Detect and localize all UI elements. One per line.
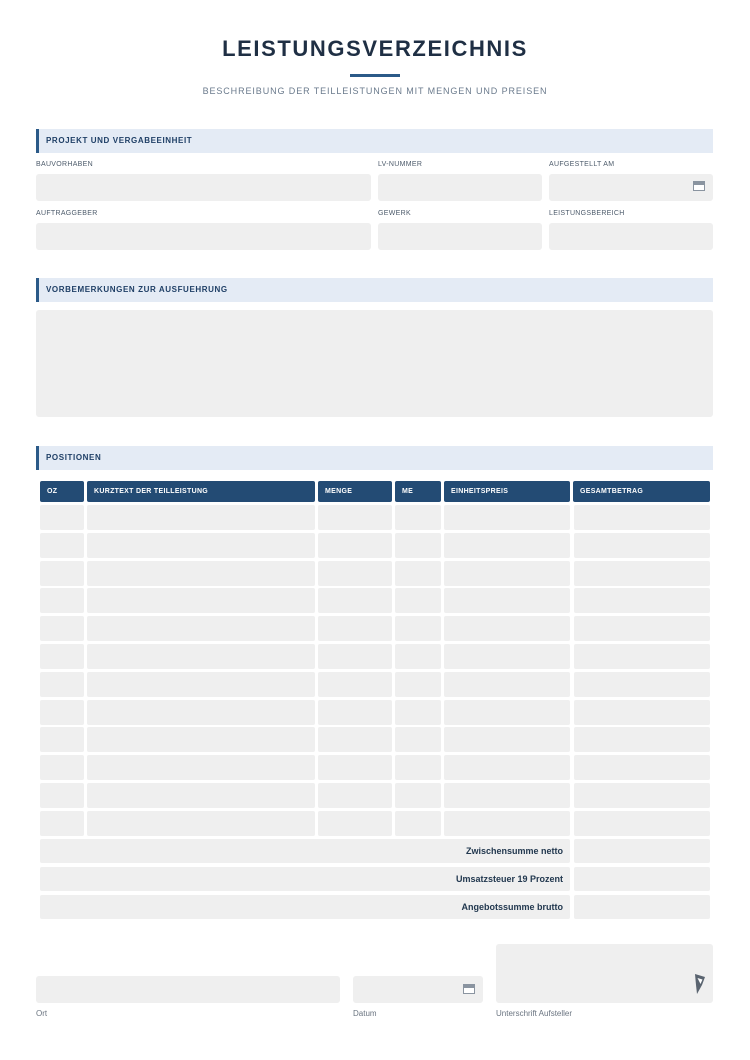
- cell-menge[interactable]: [318, 505, 392, 530]
- cell-einheitspreis[interactable]: [444, 700, 570, 725]
- cell-kurztext[interactable]: [87, 700, 315, 725]
- signature-field[interactable]: [496, 944, 713, 1003]
- vat-value-field[interactable]: [574, 867, 710, 891]
- cell-oz[interactable]: [40, 811, 84, 836]
- cell-gesamtbetrag[interactable]: [574, 644, 710, 669]
- cell-gesamtbetrag[interactable]: [574, 505, 710, 530]
- cell-oz[interactable]: [40, 644, 84, 669]
- cell-oz[interactable]: [40, 783, 84, 808]
- cell-kurztext[interactable]: [87, 811, 315, 836]
- pen-icon: [693, 972, 707, 996]
- cell-oz[interactable]: [40, 700, 84, 725]
- cell-menge[interactable]: [318, 672, 392, 697]
- place-field[interactable]: [36, 976, 340, 1003]
- cell-me[interactable]: [395, 533, 441, 558]
- gewerk-field[interactable]: [378, 223, 542, 250]
- cell-einheitspreis[interactable]: [444, 616, 570, 641]
- column-header-oz: OZ: [40, 481, 84, 502]
- lv-nummer-label: LV-NUMMER: [378, 161, 423, 168]
- cell-einheitspreis[interactable]: [444, 505, 570, 530]
- title-underline: [350, 74, 400, 77]
- auftraggeber-label: AUFTRAGGEBER: [36, 210, 98, 217]
- cell-gesamtbetrag[interactable]: [574, 727, 710, 752]
- preliminary-remarks-textarea[interactable]: [36, 310, 713, 417]
- cell-gesamtbetrag[interactable]: [574, 588, 710, 613]
- cell-oz[interactable]: [40, 755, 84, 780]
- section-heading-preliminary: VORBEMERKUNGEN ZUR AUSFUEHRUNG: [36, 278, 713, 302]
- cell-kurztext[interactable]: [87, 616, 315, 641]
- gross-total-value-field[interactable]: [574, 895, 710, 919]
- lv-nummer-field[interactable]: [378, 174, 542, 201]
- cell-einheitspreis[interactable]: [444, 811, 570, 836]
- cell-gesamtbetrag[interactable]: [574, 561, 710, 586]
- cell-oz[interactable]: [40, 616, 84, 641]
- cell-oz[interactable]: [40, 533, 84, 558]
- cell-kurztext[interactable]: [87, 644, 315, 669]
- cell-me[interactable]: [395, 505, 441, 530]
- cell-menge[interactable]: [318, 727, 392, 752]
- cell-einheitspreis[interactable]: [444, 588, 570, 613]
- column-header-menge: MENGE: [318, 481, 392, 502]
- cell-gesamtbetrag[interactable]: [574, 533, 710, 558]
- column-header-kurztext: KURZTEXT DER TEILLEISTUNG: [87, 481, 315, 502]
- cell-me[interactable]: [395, 755, 441, 780]
- cell-me[interactable]: [395, 727, 441, 752]
- cell-oz[interactable]: [40, 505, 84, 530]
- cell-oz[interactable]: [40, 588, 84, 613]
- column-header-me: ME: [395, 481, 441, 502]
- bauvorhaben-field[interactable]: [36, 174, 371, 201]
- cell-me[interactable]: [395, 700, 441, 725]
- cell-kurztext[interactable]: [87, 533, 315, 558]
- calendar-icon[interactable]: [693, 181, 705, 191]
- gewerk-label: GEWERK: [378, 210, 411, 217]
- cell-me[interactable]: [395, 561, 441, 586]
- cell-kurztext[interactable]: [87, 672, 315, 697]
- cell-gesamtbetrag[interactable]: [574, 783, 710, 808]
- document-subtitle: BESCHREIBUNG DER TEILLEISTUNGEN MIT MENGEN UND PREISEN: [202, 86, 548, 96]
- section-heading-project: PROJEKT UND VERGABEEINHEIT: [36, 129, 713, 153]
- section-heading-positions: POSITIONEN: [36, 446, 713, 470]
- cell-menge[interactable]: [318, 644, 392, 669]
- cell-menge[interactable]: [318, 616, 392, 641]
- cell-gesamtbetrag[interactable]: [574, 755, 710, 780]
- vat-label: Umsatzsteuer 19 Prozent: [40, 867, 570, 891]
- cell-kurztext[interactable]: [87, 505, 315, 530]
- subtotal-value-field[interactable]: [574, 839, 710, 863]
- cell-gesamtbetrag[interactable]: [574, 811, 710, 836]
- cell-menge[interactable]: [318, 700, 392, 725]
- calendar-icon[interactable]: [463, 984, 475, 994]
- cell-gesamtbetrag[interactable]: [574, 616, 710, 641]
- signature-label: Unterschrift Aufsteller: [496, 1009, 573, 1018]
- leistungsbereich-field[interactable]: [549, 223, 713, 250]
- cell-me[interactable]: [395, 616, 441, 641]
- cell-menge[interactable]: [318, 561, 392, 586]
- cell-einheitspreis[interactable]: [444, 727, 570, 752]
- cell-oz[interactable]: [40, 727, 84, 752]
- cell-menge[interactable]: [318, 533, 392, 558]
- cell-menge[interactable]: [318, 755, 392, 780]
- bauvorhaben-label: BAUVORHABEN: [36, 161, 93, 168]
- column-header-einheitspreis: EINHEITSPREIS: [444, 481, 570, 502]
- cell-me[interactable]: [395, 811, 441, 836]
- subtotal-label: Zwischensumme netto: [40, 839, 570, 863]
- date-label: Datum: [353, 1009, 377, 1018]
- cell-menge[interactable]: [318, 811, 392, 836]
- aufgestellt-am-field[interactable]: [549, 174, 713, 201]
- cell-kurztext[interactable]: [87, 588, 315, 613]
- cell-oz[interactable]: [40, 672, 84, 697]
- cell-me[interactable]: [395, 783, 441, 808]
- cell-einheitspreis[interactable]: [444, 561, 570, 586]
- cell-einheitspreis[interactable]: [444, 755, 570, 780]
- cell-kurztext[interactable]: [87, 561, 315, 586]
- cell-gesamtbetrag[interactable]: [574, 700, 710, 725]
- place-label: Ort: [36, 1009, 48, 1018]
- cell-einheitspreis[interactable]: [444, 672, 570, 697]
- cell-me[interactable]: [395, 672, 441, 697]
- cell-menge[interactable]: [318, 783, 392, 808]
- leistungsbereich-label: LEISTUNGSBEREICH: [549, 210, 625, 217]
- cell-kurztext[interactable]: [87, 755, 315, 780]
- cell-kurztext[interactable]: [87, 727, 315, 752]
- document-title: LEISTUNGSVERZEICHNIS: [222, 36, 528, 61]
- cell-me[interactable]: [395, 588, 441, 613]
- cell-oz[interactable]: [40, 561, 84, 586]
- auftraggeber-field[interactable]: [36, 223, 371, 250]
- cell-einheitspreis[interactable]: [444, 644, 570, 669]
- cell-einheitspreis[interactable]: [444, 783, 570, 808]
- cell-menge[interactable]: [318, 588, 392, 613]
- column-header-gesamtbetrag: GESAMTBETRAG: [573, 481, 710, 502]
- cell-kurztext[interactable]: [87, 783, 315, 808]
- gross-total-label: Angebotssumme brutto: [40, 895, 570, 919]
- cell-me[interactable]: [395, 644, 441, 669]
- aufgestellt-am-label: AUFGESTELLT AM: [549, 161, 615, 168]
- cell-einheitspreis[interactable]: [444, 533, 570, 558]
- cell-gesamtbetrag[interactable]: [574, 672, 710, 697]
